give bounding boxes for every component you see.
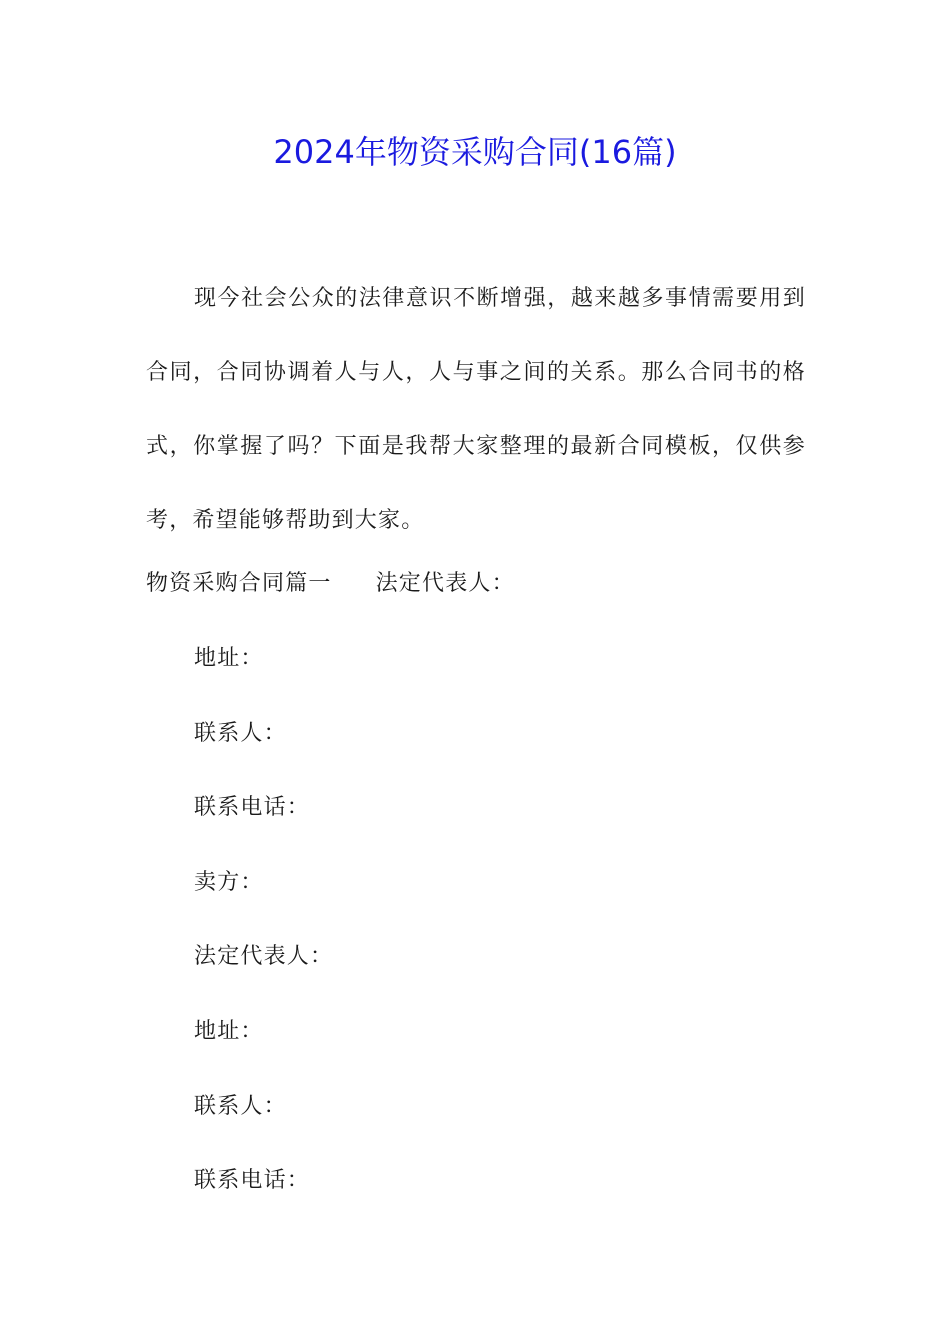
field-legal-rep: 法定代表人： xyxy=(194,944,334,970)
field-phone: 联系电话： xyxy=(194,1168,311,1194)
field-contact: 联系人： xyxy=(194,720,287,746)
section-heading-line xyxy=(146,564,515,604)
section-heading-field: 法定代表人： xyxy=(375,571,515,596)
section-heading: 物资采购合同篇一 xyxy=(146,571,332,596)
field-contact: 联系人： xyxy=(194,1093,287,1119)
field-address: 地址： xyxy=(194,1018,264,1044)
field-address: 地址： xyxy=(194,646,264,671)
intro-paragraph: 现今社会公众的法律意识不断增强，越来越多事情需要用到合同，合同协调着人与人，人与事之间的关系。那么合同书的格式，你掌握了吗？下面是我帮大家整理的最新合同模板，仅供参考，希望能够帮助到大家。 xyxy=(146,286,806,533)
contract-field-list xyxy=(194,639,333,1236)
field-seller: 卖方： xyxy=(194,869,264,895)
document-title: 2024年物资采购合同(16篇) xyxy=(273,133,677,171)
field-phone: 联系电话： xyxy=(194,795,311,821)
